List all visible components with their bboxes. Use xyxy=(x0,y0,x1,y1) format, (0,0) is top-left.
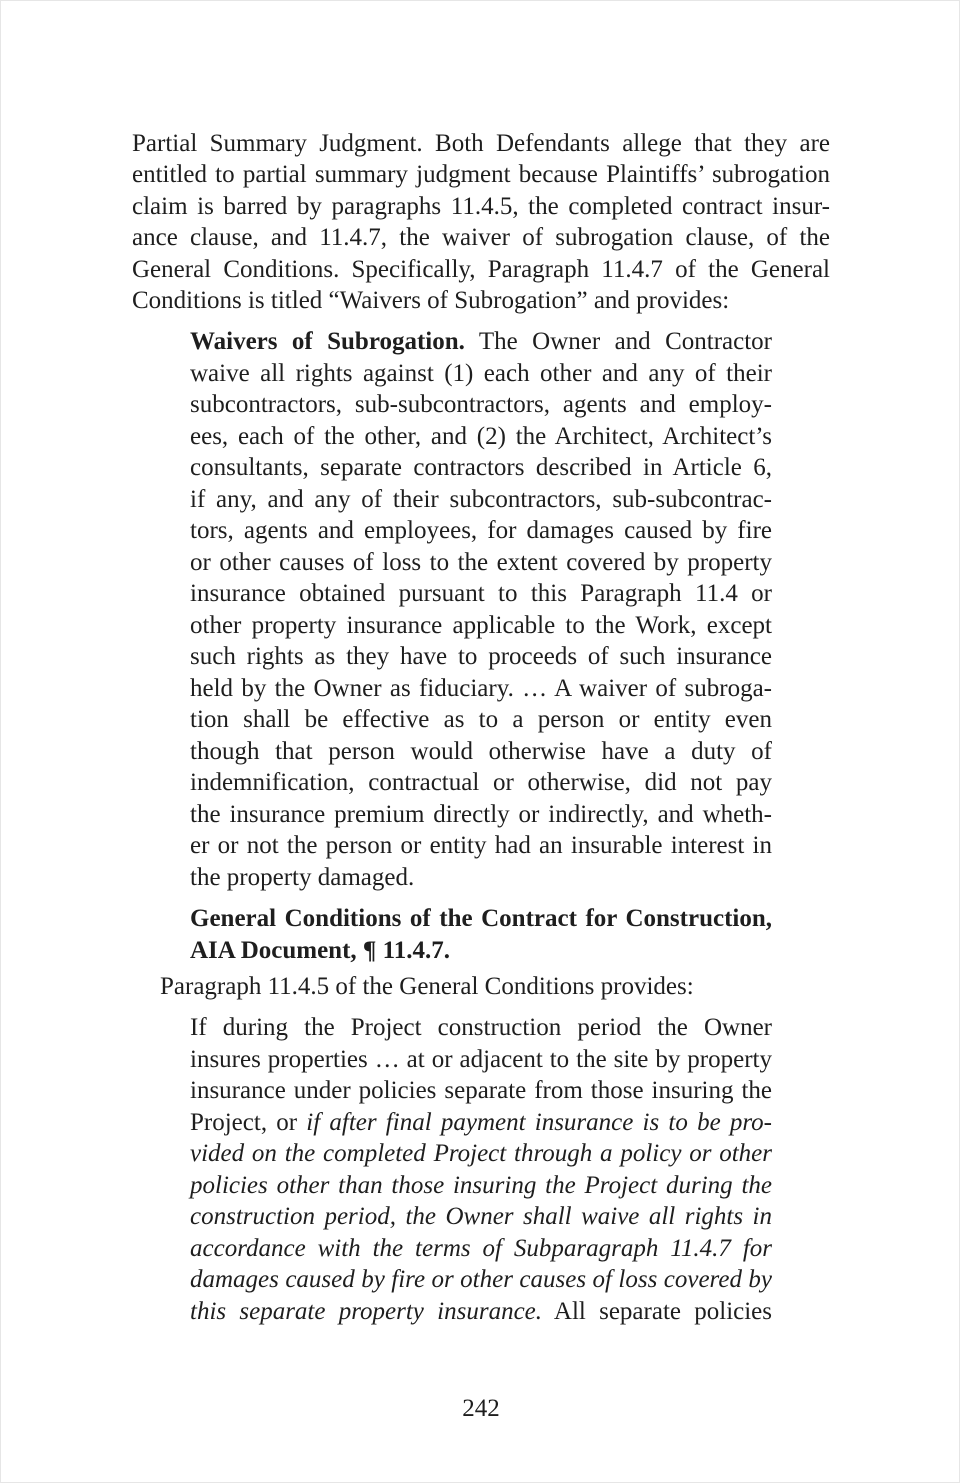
quote-line: such rights as they have to proceeds of such insurance xyxy=(190,643,772,670)
quote-heading-line xyxy=(190,326,772,358)
body-text-line: entitled to partial summary judgment because Plaintiffs’ subrogation xyxy=(132,161,830,188)
quote-line: though that person would otherwise have a duty of xyxy=(190,738,772,765)
quote-line: held by the Owner as fiduciary. … A waiver of subroga- xyxy=(190,675,772,702)
quote-line: insurance under policies separate from those insuring the xyxy=(190,1077,772,1104)
quote-line: the property damaged. xyxy=(190,864,415,891)
quote-line: other property insurance applicable to the Work, except xyxy=(190,612,772,639)
quote-text: Project, or xyxy=(190,1109,298,1136)
quote-italic-line: accordance with the terms of Subparagraph 11.4.7 for xyxy=(190,1235,772,1262)
quote-italic-line: vided on the completed Project through a policy or other xyxy=(190,1140,772,1167)
quote-heading: Waivers of Subrogation. xyxy=(190,328,465,355)
quote-line: If during the Project construction period the Owner xyxy=(190,1014,772,1041)
quote-line: or other causes of loss to the extent covered by property xyxy=(190,549,772,576)
body-text-line: Paragraph 11.4.5 of the General Conditions provides: xyxy=(160,973,694,1000)
body-text-line: Conditions is titled “Waivers of Subrogation” and provides: xyxy=(132,287,730,314)
quote-italic-line: policies other than those insuring the Project during the xyxy=(190,1172,772,1199)
quote-line: tors, agents and employees, for damages caused by fire xyxy=(190,517,772,544)
body-text-line: ance clause, and 11.4.7, the waiver of subrogation clause, of the xyxy=(132,224,830,251)
citation-line: AIA Document, ¶ 11.4.7. xyxy=(190,937,451,964)
quote-line: the insurance premium directly or indirectly, and wheth- xyxy=(190,801,772,828)
body-text-line: claim is barred by paragraphs 11.4.5, the completed contract insur- xyxy=(132,193,830,220)
quote-text: All separate policies xyxy=(553,1298,773,1325)
quote-line: er or not the person or entity had an insurable interest in xyxy=(190,832,772,859)
quote-line: ees, each of the other, and (2) the Architect, Architect’s xyxy=(190,423,772,450)
quote-italic-line: damages caused by fire or other causes of loss covered by xyxy=(190,1266,772,1293)
quote-line xyxy=(190,1107,772,1139)
quote-line xyxy=(190,1296,772,1328)
quote-italic-text: if after final payment insurance is to be pro- xyxy=(306,1109,772,1136)
quote-text: The Owner and Contractor xyxy=(478,328,772,355)
quote-line: indemnification, contractual or otherwise, did not pay xyxy=(190,769,772,796)
page-number: 242 xyxy=(462,1395,500,1422)
quote-line: if any, and any of their subcontractors, sub-subcontrac- xyxy=(190,486,772,513)
body-text-line: General Conditions. Specifically, Paragraph 11.4.7 of the General xyxy=(132,256,830,283)
body-text-line: Partial Summary Judgment. Both Defendants allege that they are xyxy=(132,130,830,157)
quote-italic-text: this separate property insurance. xyxy=(190,1298,543,1325)
quote-line: tion shall be effective as to a person or entity even xyxy=(190,706,772,733)
quote-italic-line: construction period, the Owner shall waive all rights in xyxy=(190,1203,772,1230)
quote-line: consultants, separate contractors described in Article 6, xyxy=(190,454,772,481)
quote-line: insurance obtained pursuant to this Paragraph 11.4 or xyxy=(190,580,772,607)
quote-line: waive all rights against (1) each other and any of their xyxy=(190,360,772,387)
quote-line: subcontractors, sub-subcontractors, agents and employ- xyxy=(190,391,772,418)
citation-line: General Conditions of the Contract for Construction, xyxy=(190,905,772,932)
quote-line: insures properties … at or adjacent to the site by property xyxy=(190,1046,772,1073)
